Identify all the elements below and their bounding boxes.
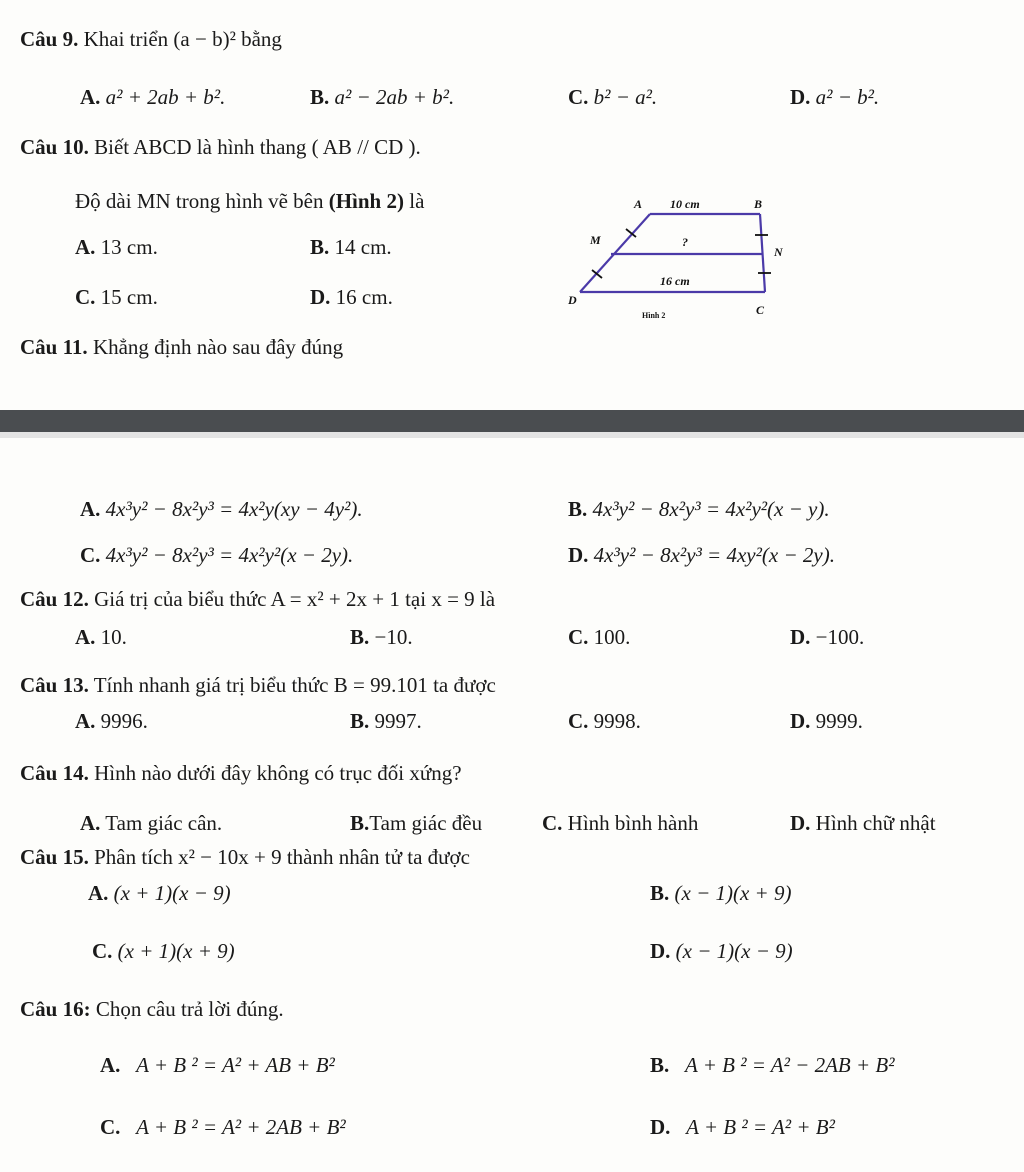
q10-option-a[interactable] — [75, 236, 158, 259]
q15-stem — [20, 846, 470, 869]
q11-text: Khẳng định nào sau đây đúng — [92, 335, 344, 359]
q16-option-b-letter: B. — [650, 1053, 670, 1077]
q9-option-d-letter: D. — [790, 85, 811, 109]
q10-option-b-text: 14 cm. — [334, 235, 392, 259]
q16-stem — [20, 998, 284, 1021]
q15-option-d-letter: D. — [650, 939, 671, 963]
q9-stem — [20, 28, 282, 51]
q13-option-a-text: 9996. — [100, 709, 148, 733]
q15-option-b-text: (x − 1)(x + 9) — [674, 881, 792, 905]
q11-option-c-letter: C. — [80, 543, 101, 567]
q15-option-a-text: (x + 1)(x − 9) — [113, 881, 231, 905]
q16-option-a[interactable] — [100, 1054, 335, 1077]
q13-option-b-text: 9997. — [374, 709, 422, 733]
q12-option-b-text: −10. — [374, 625, 413, 649]
q10-line2 — [75, 190, 424, 213]
q12-option-d-letter: D. — [790, 625, 811, 649]
q11-option-a-letter: A. — [80, 497, 101, 521]
q9-option-a-text: a² + 2ab + b². — [105, 85, 226, 109]
q11-option-b-letter: B. — [568, 497, 588, 521]
q14-option-c-letter: C. — [542, 811, 563, 835]
q14-text: Hình nào dưới đây không có trục đối xứng? — [94, 761, 462, 785]
q14-label: Câu 14. — [20, 761, 89, 785]
q10-stem — [20, 136, 421, 159]
q16-label: Câu 16: — [20, 997, 91, 1021]
q11-option-d-letter: D. — [568, 543, 589, 567]
q13-option-a[interactable] — [75, 710, 148, 733]
q14-option-c-text: Hình bình hành — [567, 811, 699, 835]
trapezoid-figure — [560, 192, 800, 327]
q15-option-b[interactable] — [650, 882, 791, 905]
q9-option-b-text: a² − 2ab + b². — [334, 85, 455, 109]
q14-stem — [20, 762, 462, 785]
q10-option-d-text: 16 cm. — [335, 285, 393, 309]
q10-option-b[interactable] — [310, 236, 392, 259]
q9-option-a-letter: A. — [80, 85, 101, 109]
q16-option-a-letter: A. — [100, 1053, 121, 1077]
q12-option-a[interactable] — [75, 626, 127, 649]
q10-option-a-text: 13 cm. — [100, 235, 158, 259]
figure-caption: Hình 2 — [642, 311, 666, 320]
q12-option-b[interactable] — [350, 626, 413, 649]
q9-option-d-text: a² − b². — [815, 85, 880, 109]
q16-option-a-text: A + B ² = A² + AB + B² — [136, 1053, 335, 1077]
q10-label: Câu 10. — [20, 135, 89, 159]
q13-text: Tính nhanh giá trị biểu thức B = 99.101 ta được — [93, 673, 496, 697]
q10-line2-text: Độ dài MN trong hình vẽ bên — [75, 189, 324, 213]
q15-label: Câu 15. — [20, 845, 89, 869]
label-c: C — [756, 303, 765, 317]
q16-option-d-letter: D. — [650, 1115, 671, 1139]
q13-option-a-letter: A. — [75, 709, 96, 733]
q12-option-a-text: 10. — [100, 625, 127, 649]
q16-option-b[interactable] — [650, 1054, 895, 1077]
q16-option-d[interactable] — [650, 1116, 835, 1139]
q15-text: Phân tích x² − 10x + 9 thành nhân tử ta được — [94, 845, 470, 869]
q11-stem — [20, 336, 343, 359]
q12-option-a-letter: A. — [75, 625, 96, 649]
q12-option-c[interactable] — [568, 626, 630, 649]
label-top-length: 10 cm — [670, 197, 700, 211]
q14-option-a[interactable] — [80, 812, 222, 835]
q10-option-d[interactable] — [310, 286, 393, 309]
q11-option-c[interactable] — [80, 544, 353, 567]
q13-stem — [20, 674, 496, 697]
q16-option-c[interactable] — [100, 1116, 346, 1139]
q15-option-d-text: (x − 1)(x − 9) — [675, 939, 793, 963]
q10-option-c-letter: C. — [75, 285, 96, 309]
q9-text: Khai triển (a − b)² bằng — [83, 27, 282, 51]
q14-option-d[interactable] — [790, 812, 936, 835]
q10-option-c[interactable] — [75, 286, 158, 309]
q13-option-c-text: 9998. — [593, 709, 641, 733]
q14-option-a-letter: A. — [80, 811, 101, 835]
q15-option-a-letter: A. — [88, 881, 109, 905]
q9-label: Câu 9. — [20, 27, 79, 51]
q15-option-d[interactable] — [650, 940, 793, 963]
q15-option-c-letter: C. — [92, 939, 113, 963]
q16-option-c-letter: C. — [100, 1115, 121, 1139]
q9-option-d[interactable] — [790, 86, 879, 109]
label-bottom-length: 16 cm — [660, 274, 690, 288]
q13-option-c-letter: C. — [568, 709, 589, 733]
q12-option-c-text: 100. — [593, 625, 631, 649]
q11-option-d-text: 4x³y² − 8x²y³ = 4xy²(x − 2y). — [593, 543, 835, 567]
q13-option-d[interactable] — [790, 710, 863, 733]
q14-option-d-letter: D. — [790, 811, 811, 835]
q12-label: Câu 12. — [20, 587, 89, 611]
q9-option-b-letter: B. — [310, 85, 330, 109]
q10-option-c-text: 15 cm. — [100, 285, 158, 309]
q12-text: Giá trị của biểu thức A = x² + 2x + 1 tại x = 9 là — [94, 587, 496, 611]
q13-option-b[interactable] — [350, 710, 422, 733]
q13-option-d-text: 9999. — [815, 709, 863, 733]
q11-option-b-text: 4x³y² − 8x²y³ = 4x²y²(x − y). — [592, 497, 830, 521]
q14-option-d-text: Hình chữ nhật — [815, 811, 936, 835]
q10-option-a-letter: A. — [75, 235, 96, 259]
label-a: A — [634, 197, 643, 211]
q16-option-b-text: A + B ² = A² − 2AB + B² — [685, 1053, 895, 1077]
q14-option-c[interactable] — [542, 812, 698, 835]
q10-option-d-letter: D. — [310, 285, 331, 309]
q12-option-d-text: −100. — [815, 625, 865, 649]
q13-option-c[interactable] — [568, 710, 641, 733]
q9-option-a[interactable] — [80, 86, 225, 109]
q9-option-c[interactable] — [568, 86, 657, 109]
q12-option-b-letter: B. — [350, 625, 370, 649]
q15-option-b-letter: B. — [650, 881, 670, 905]
q14-option-b-text: Tam giác đều — [369, 811, 483, 835]
page-divider-shadow — [0, 432, 1024, 438]
q13-option-b-letter: B. — [350, 709, 370, 733]
q15-option-c[interactable] — [92, 940, 235, 963]
q10-figure-ref: (Hình 2) — [328, 189, 404, 213]
q11-option-a[interactable] — [80, 498, 363, 521]
label-d: D — [568, 293, 577, 307]
q11-option-b[interactable] — [568, 498, 830, 521]
q9-option-b[interactable] — [310, 86, 454, 109]
q13-label: Câu 13. — [20, 673, 89, 697]
q12-stem — [20, 588, 495, 611]
q14-option-a-text: Tam giác cân. — [105, 811, 223, 835]
q16-option-c-text: A + B ² = A² + 2AB + B² — [136, 1115, 346, 1139]
q14-option-b[interactable] — [350, 812, 482, 835]
label-m: M — [590, 233, 601, 247]
q13-option-d-letter: D. — [790, 709, 811, 733]
q15-option-a[interactable] — [88, 882, 231, 905]
q10-option-b-letter: B. — [310, 235, 330, 259]
q16-option-d-text: A + B ² = A² + B² — [686, 1115, 835, 1139]
q11-option-d[interactable] — [568, 544, 835, 567]
q11-option-c-text: 4x³y² − 8x²y³ = 4x²y²(x − 2y). — [105, 543, 354, 567]
q10-text: Biết ABCD là hình thang ( AB // CD ). — [94, 135, 421, 159]
page-divider — [0, 410, 1024, 432]
q11-option-a-text: 4x³y² − 8x²y³ = 4x²y(xy − 4y²). — [105, 497, 363, 521]
q11-label: Câu 11. — [20, 335, 88, 359]
q9-option-c-text: b² − a². — [593, 85, 658, 109]
label-b: B — [754, 197, 763, 211]
q14-option-b-letter: B. — [350, 811, 370, 835]
q12-option-d[interactable] — [790, 626, 864, 649]
q16-text: Chọn câu trả lời đúng. — [95, 997, 284, 1021]
label-unknown: ? — [682, 235, 688, 249]
q9-option-c-letter: C. — [568, 85, 589, 109]
q12-option-c-letter: C. — [568, 625, 589, 649]
q10-line2-end: là — [409, 189, 425, 213]
q15-option-c-text: (x + 1)(x + 9) — [117, 939, 235, 963]
label-n: N — [774, 245, 783, 259]
